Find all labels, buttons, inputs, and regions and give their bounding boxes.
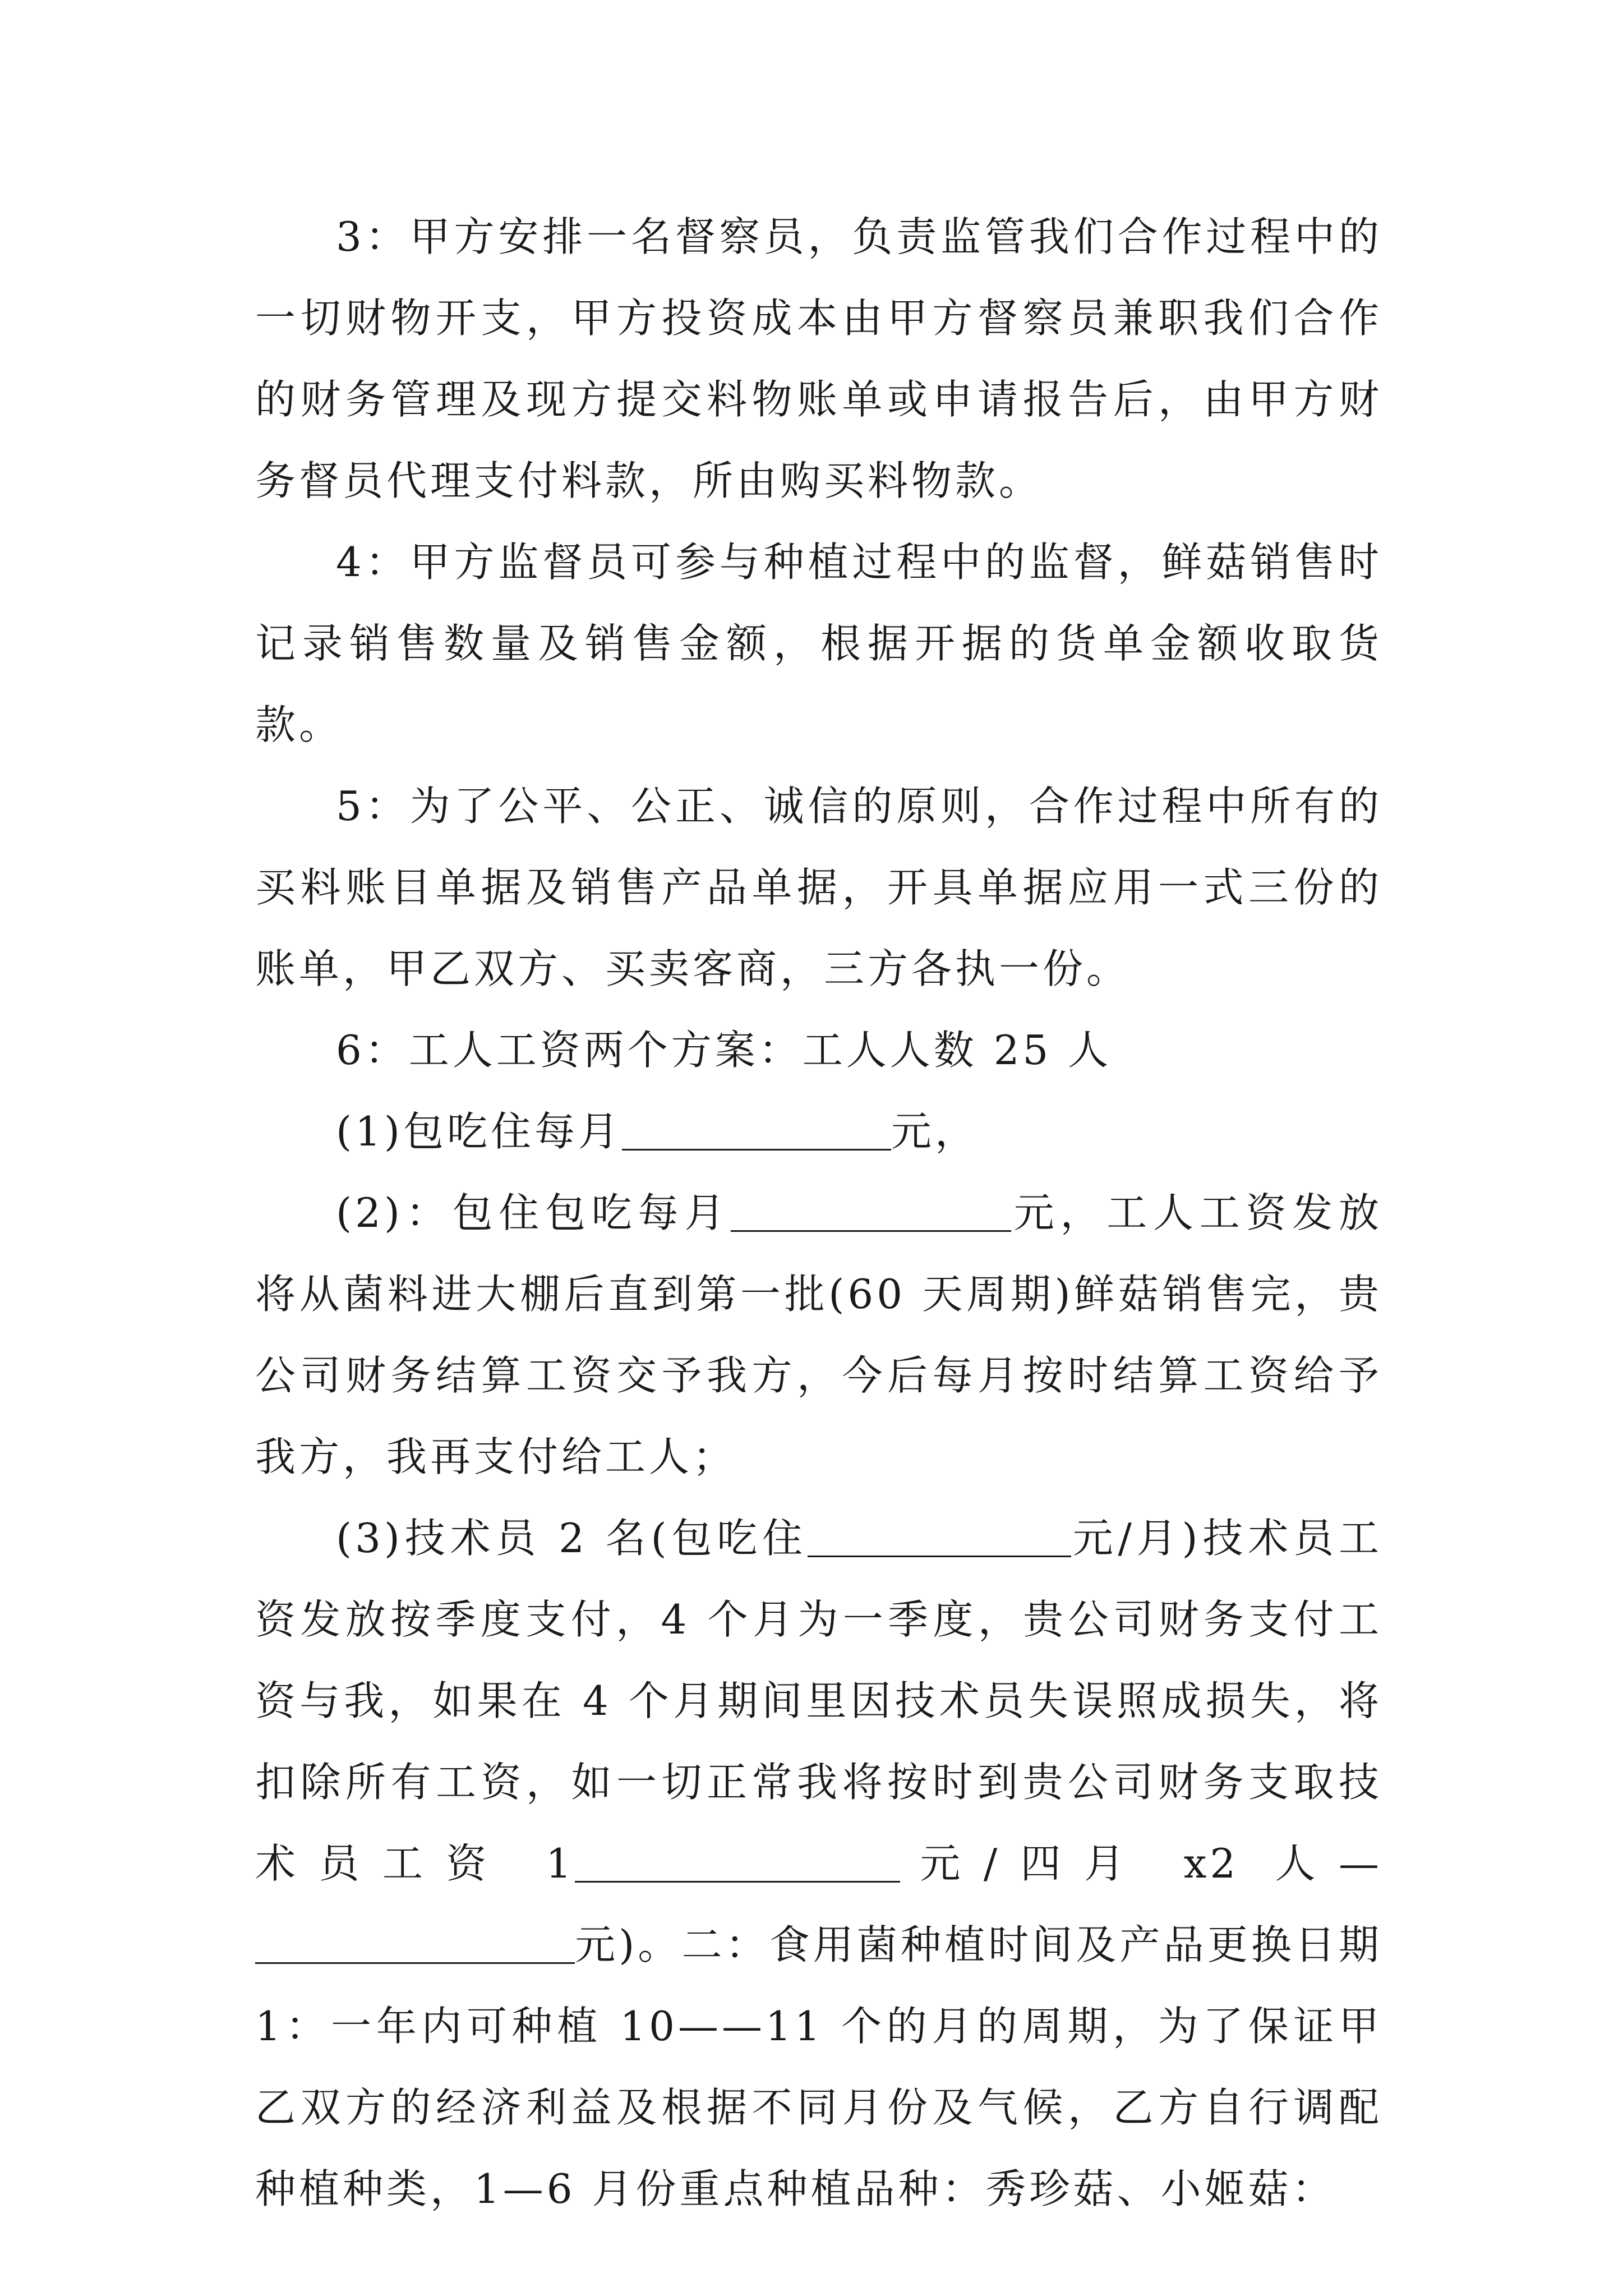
fill-in-blank: [731, 1190, 1011, 1232]
paragraph-6-3: [255, 1498, 1382, 2230]
paragraph-3: 3：甲方安排一名督察员，负责监管我们合作过程中的一切财物开支，甲方投资成本由甲方督察员兼职我们合作的财务管理及现方提交料物账单或申请报告后，由甲方财务督员代理支付料款，所由购买料物款。: [255, 213, 1382, 504]
paragraph-6-1: [255, 1091, 1382, 1172]
paragraph-6-2: [255, 1172, 1382, 1498]
text-segment: (1)包吃住每月: [336, 1108, 622, 1155]
paragraph-4: 4：甲方监督员可参与种植过程中的监督，鲜菇销售时记录销售数量及销售金额，根据开据的货单金额收取货款。: [255, 539, 1382, 748]
document-body: [255, 196, 1382, 2230]
fill-in-blank: [808, 1515, 1071, 1557]
fill-in-blank: [575, 1841, 900, 1883]
paragraph-6: 6：工人工资两个方案：工人人数 25 人: [336, 1027, 1112, 1074]
text-segment: (2)：包住包吃每月: [336, 1189, 731, 1236]
text-segment: 元)。二：食用菌种植时间及产品更换日期 1：一年内可种植 10——11 个的月的周期，为了保证甲乙双方的经济利益及根据不同月份及气候，乙方自行调配种植种类，1—6 月份重点种植品种：秀珍菇、小姬菇：: [255, 1921, 1382, 2212]
text-segment: 元/月)技术员工资发放按季度支付，4 个月为一季度，贵公司财务支付工资与我，如果在 4 个月期间里因技术员失误照成损失，将扣除所有工资，如一切正常我将按时到贵公司财务支取技术员工资 1: [255, 1515, 1382, 1887]
text-segment: 元，: [891, 1108, 979, 1155]
fill-in-blank: [255, 1922, 575, 1964]
text-segment: 元/四月 x2 人—: [900, 1840, 1382, 1887]
fill-in-blank: [622, 1108, 891, 1151]
text-segment: 元，工人工资发放将从菌料进大棚后直到第一批(60 天周期)鲜菇销售完，贵公司财务结算工资交予我方，今后每月按时结算工资给予我方，我再支付给工人；: [255, 1189, 1382, 1480]
text-segment: (3)技术员 2 名(包吃住: [336, 1515, 808, 1562]
paragraph-5: 5：为了公平、公正、诚信的原则，合作过程中所有的买料账目单据及销售产品单据，开具单据应用一式三份的账单，甲乙双方、买卖客商，三方各执一份。: [255, 783, 1382, 992]
